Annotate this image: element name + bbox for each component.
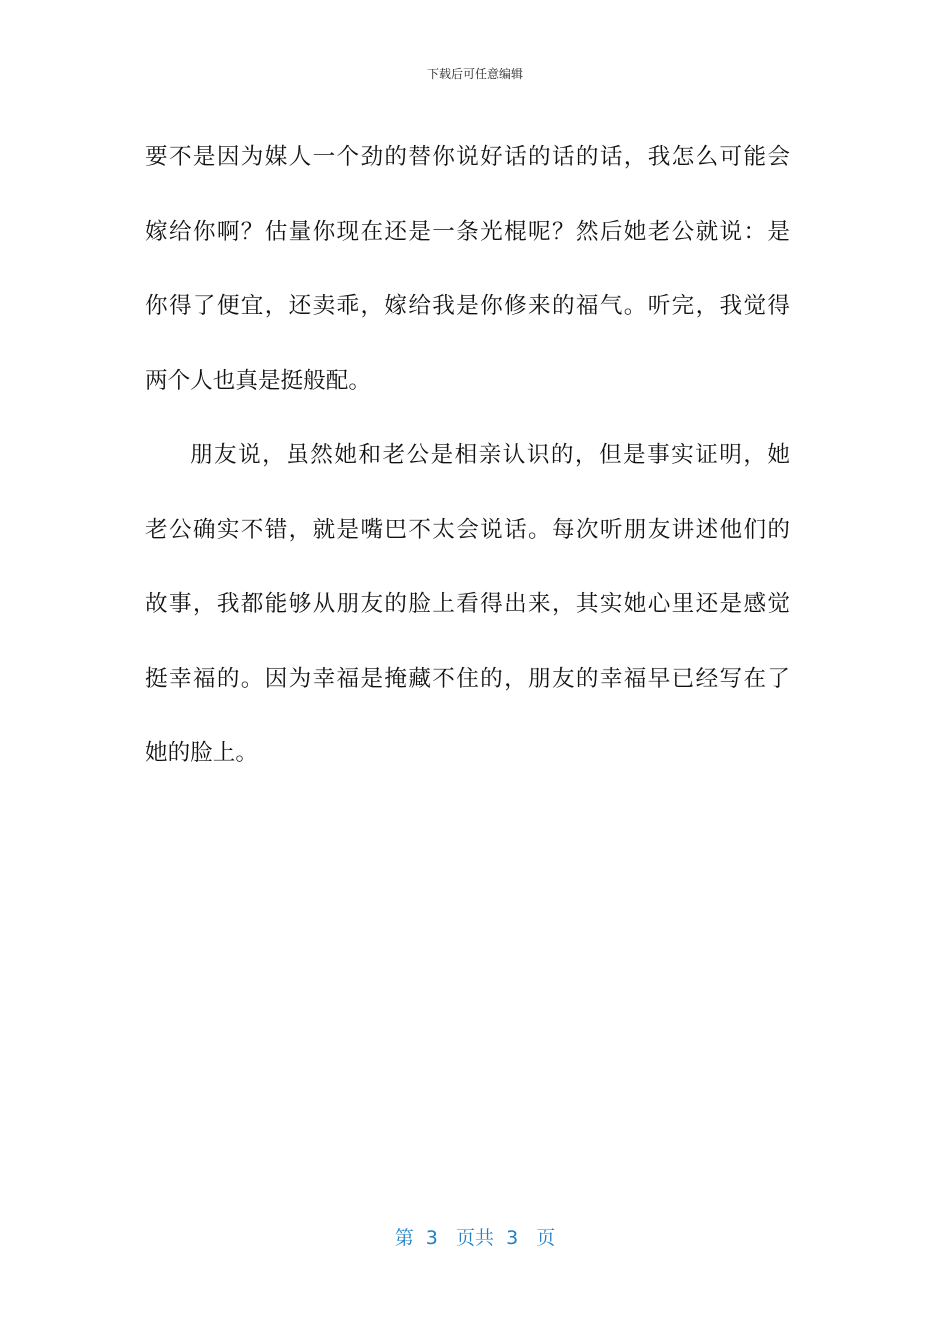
page-number-footer bbox=[0, 1224, 950, 1252]
paragraph-line: 你得了便宜，还卖乖，嫁给我是你修来的福气。听完，我觉得 bbox=[145, 293, 790, 319]
paragraph-line: 故事，我都能够从朋友的脸上看得出来，其实她心里还是感觉 bbox=[145, 591, 790, 617]
paragraph-line: 两个人也真是挺般配。 bbox=[145, 367, 371, 394]
paragraph-1 bbox=[145, 120, 790, 418]
paragraph-line: 她的脸上。 bbox=[145, 740, 258, 766]
document-body bbox=[145, 120, 790, 791]
page-number-text: 第 3 页共 3 页 bbox=[394, 1227, 556, 1249]
paragraph-line: 挺幸福的。因为幸福是掩藏不住的，朋友的幸福早已经写在了 bbox=[145, 665, 790, 692]
paragraph-line: 嫁给你啊？估量你现在还是一条光棍呢？然后她老公就说：是 bbox=[145, 218, 790, 245]
paragraph-line: 要不是因为媒人一个劲的替你说好话的话的话，我怎么可能会 bbox=[145, 144, 790, 170]
paragraph-line: 朋友说，虽然她和老公是相亲认识的，但是事实证明，她 bbox=[190, 442, 790, 468]
paragraph-2 bbox=[145, 418, 790, 791]
paragraph-line: 老公确实不错，就是嘴巴不太会说话。每次听朋友讲述他们的 bbox=[145, 516, 790, 543]
page-header: 下载后可任意编辑 bbox=[426, 67, 523, 81]
